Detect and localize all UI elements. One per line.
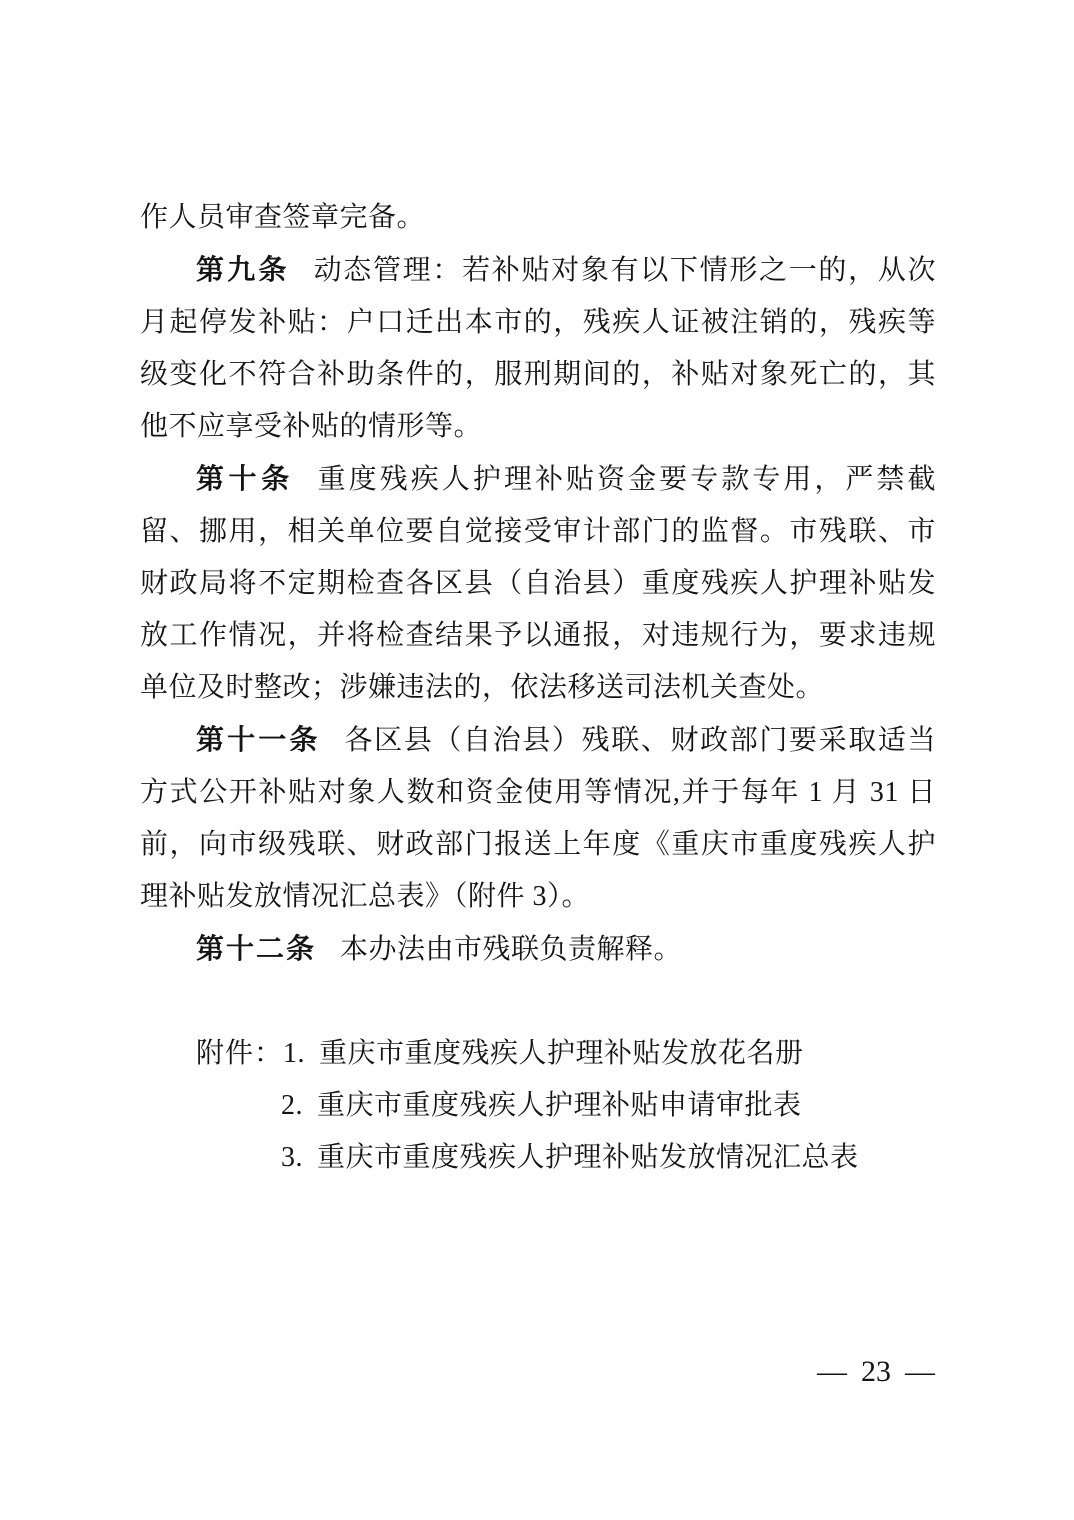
attachment-title: 重庆市重度残疾人护理补贴发放花名册 (319, 1038, 804, 1069)
attachment-number: 2. (281, 1090, 303, 1121)
page-number-value: 23 (861, 1355, 891, 1388)
attachment-item (140, 1028, 936, 1080)
article-body-12: 本办法由市残联负责解释。 (340, 934, 683, 965)
attachment-title: 重庆市重度残疾人护理补贴申请审批表 (317, 1090, 802, 1121)
article-body-9: 动态管理：若补贴对象有以下情形之一的，从次月起停发补贴：户口迁出本市的，残疾人证被注销的，残疾等级变化不符合补助条件的，服刑期间的，补贴对象死亡的，其他不应享受补贴的情形等。 (140, 255, 936, 442)
continuation-paragraph: 作人员审查签章完备。 (140, 202, 426, 233)
article-paragraph-9 (140, 244, 936, 453)
article-label-12: 第十二条 (196, 933, 317, 964)
article-paragraph-12 (140, 923, 936, 976)
article-label-9: 第九条 (196, 254, 290, 285)
article-paragraph-11 (140, 714, 936, 923)
article-body-10: 重度残疾人护理补贴资金要专款专用，严禁截留、挪用，相关单位要自觉接受审计部门的监督。市残联、市财政局将不定期检查各区县（自治县）重度残疾人护理补贴发放工作情况，并将检查结果予以通报，对违规行为，要求违规单位及时整改；涉嫌违法的，依法移送司法机关查处。 (140, 464, 936, 703)
attachment-number: 3. (281, 1142, 303, 1173)
attachment-number: 1. (283, 1038, 306, 1069)
article-body-11: 各区县（自治县）残联、财政部门要采取适当方式公开补贴对象人数和资金使用等情况,并于每年 1 月 31 日前，向市级残联、财政部门报送上年度《重庆市重度残疾人护理补贴发放情况汇总表》（附件 3）。 (140, 725, 936, 912)
article-label-11: 第十一条 (196, 724, 321, 755)
article-label-10: 第十条 (196, 463, 294, 494)
article-paragraph-10 (140, 453, 936, 714)
attachment-item (140, 1080, 936, 1132)
attachment-list-label: 附件： (196, 1038, 284, 1069)
page-number-dash-right: — (905, 1355, 935, 1388)
attachment-item (140, 1132, 936, 1184)
attachment-list (140, 1028, 936, 1184)
page-number (817, 1350, 935, 1394)
page-number-dash-left: — (817, 1355, 847, 1388)
attachment-title: 重庆市重度残疾人护理补贴发放情况汇总表 (317, 1142, 859, 1173)
page-body (140, 192, 936, 1184)
